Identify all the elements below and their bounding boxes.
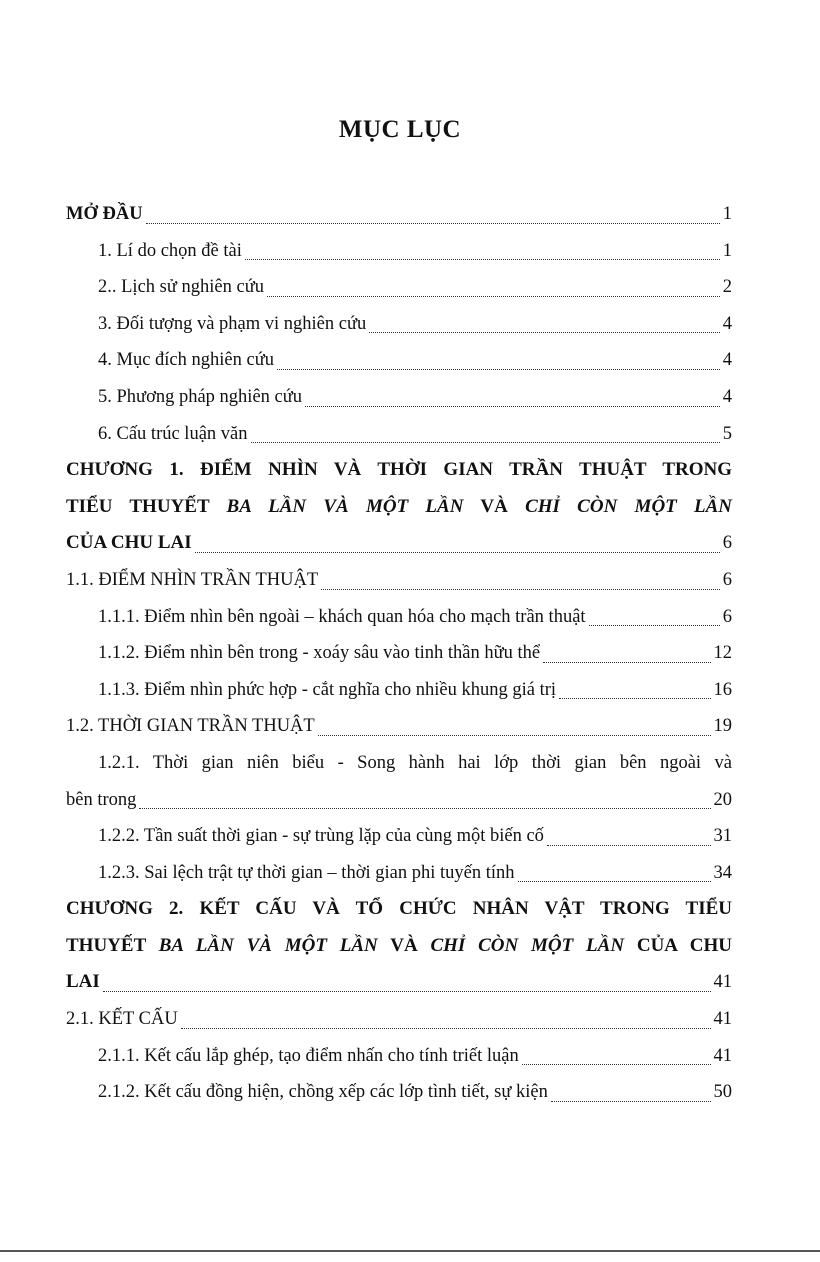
book-title: CHỈ CÒN MỘT LẦN	[430, 934, 625, 956]
toc-page-number: 41	[713, 1045, 732, 1066]
toc-chapter-heading[interactable]	[66, 891, 732, 928]
dot-leader	[195, 551, 720, 553]
toc-page-number: 6	[722, 606, 732, 627]
toc-chapter-heading[interactable]	[66, 928, 732, 965]
toc-chapter-line	[66, 489, 732, 526]
chapter-text: VÀ	[480, 495, 508, 517]
dot-leader	[559, 697, 710, 699]
toc-page-number: 4	[722, 350, 732, 371]
chapter-text: TIỂU THUYẾT	[66, 495, 210, 517]
toc-chapter-heading[interactable]	[66, 489, 732, 526]
dot-leader	[267, 295, 720, 297]
toc-page-number: 34	[713, 862, 732, 883]
chapter-text: CỦA CHU	[636, 934, 732, 956]
book-title: CHỈ CÒN MỘT LẦN	[525, 495, 733, 517]
toc-entry[interactable]	[66, 635, 732, 672]
toc-page-number: 1	[722, 204, 732, 224]
toc-entry[interactable]	[66, 855, 732, 892]
toc-chapter-line: LAI	[66, 971, 100, 993]
toc-page-number: 4	[722, 313, 732, 334]
toc-entry-text: 5. Phương pháp nghiên cứu	[98, 386, 303, 407]
toc-page-number: 16	[713, 679, 732, 700]
toc-chapter-heading[interactable]	[66, 525, 732, 562]
toc-page-number: 6	[722, 569, 732, 590]
toc-entry-text: 1.2.3. Sai lệch trật tự thời gian – thời gian phi tuyến tính	[98, 862, 515, 883]
toc-entry[interactable]	[66, 1074, 732, 1111]
toc-entry[interactable]	[66, 306, 732, 343]
toc-entry[interactable]	[66, 1001, 732, 1038]
dot-leader	[547, 844, 711, 846]
toc-entry[interactable]	[66, 269, 732, 306]
toc-entry[interactable]	[66, 1038, 732, 1075]
toc-entry-text: 1. Lí do chọn đề tài	[98, 240, 242, 261]
toc-page-number: 1	[722, 240, 732, 261]
toc-entry[interactable]	[66, 745, 732, 782]
toc-entry[interactable]	[66, 196, 732, 233]
toc-entry[interactable]	[66, 379, 732, 416]
toc-page-number: 5	[722, 423, 732, 444]
toc-entry-text: 1.1.3. Điểm nhìn phức hợp - cắt nghĩa cho nhiều khung giá trị	[98, 679, 557, 700]
toc-entry[interactable]	[66, 708, 732, 745]
toc-page-number: 6	[722, 533, 732, 554]
dot-leader	[318, 734, 711, 736]
toc-entry[interactable]	[66, 233, 732, 270]
toc-chapter-heading[interactable]	[66, 452, 732, 489]
dot-leader	[551, 1100, 711, 1102]
dot-leader	[522, 1063, 711, 1065]
toc-page-number: 41	[713, 1009, 732, 1030]
dot-leader	[181, 1027, 711, 1029]
toc-chapter-line: CHƯƠNG 1. ĐIỂM NHÌN VÀ THỜI GIAN TRẦN THUẬT TRONG	[66, 459, 732, 481]
toc-entry[interactable]	[66, 818, 732, 855]
toc-entry-text: MỞ ĐẦU	[66, 204, 143, 224]
toc-entry-text: bên trong	[66, 789, 137, 810]
toc-entry-text: 1.2.1. Thời gian niên biểu - Song hành hai lớp thời gian bên ngoài và	[98, 752, 732, 773]
book-title: BA LẦN VÀ MỘT LẦN	[158, 934, 378, 956]
toc-page-number: 2	[722, 277, 732, 298]
toc-entry-text: 2.1.2. Kết cấu đồng hiện, chồng xếp các lớp tình tiết, sự kiện	[98, 1082, 548, 1103]
toc-chapter-line: CỦA CHU LAI	[66, 532, 192, 554]
toc-entry-text: 3. Đối tượng và phạm vi nghiên cứu	[98, 313, 367, 334]
toc-entry[interactable]	[66, 416, 732, 453]
toc-entry-text: 2.1. KẾT CẤU	[66, 1009, 178, 1030]
toc-entry[interactable]	[66, 599, 732, 636]
toc-chapter-line: CHƯƠNG 2. KẾT CẤU VÀ TỔ CHỨC NHÂN VẬT TRONG TIỂU	[66, 898, 732, 920]
page-bottom-rule	[0, 1250, 820, 1252]
toc-entry-text: 1.1.1. Điểm nhìn bên ngoài – khách quan hóa cho mạch trần thuật	[98, 606, 586, 627]
dot-leader	[146, 222, 720, 224]
toc-entry[interactable]	[66, 562, 732, 599]
toc-entry-text: 4. Mục đích nghiên cứu	[98, 350, 274, 371]
toc-entry[interactable]	[66, 342, 732, 379]
toc-entry-text: 6. Cấu trúc luận văn	[98, 423, 248, 444]
dot-leader	[139, 807, 710, 809]
chapter-text: THUYẾT	[66, 934, 146, 956]
dot-leader	[277, 368, 720, 370]
dot-leader	[245, 258, 720, 260]
dot-leader	[518, 880, 711, 882]
toc-page-number: 19	[713, 716, 732, 737]
dot-leader	[369, 331, 720, 333]
dot-leader	[543, 661, 710, 663]
book-title: BA LẦN VÀ MỘT LẦN	[226, 495, 464, 517]
toc-entry[interactable]	[66, 782, 732, 819]
toc-entry-text: 1.2. THỜI GIAN TRẦN THUẬT	[66, 716, 315, 737]
toc-page-number: 50	[713, 1082, 732, 1103]
table-of-contents	[66, 196, 732, 1111]
toc-page-number: 20	[713, 789, 732, 810]
dot-leader	[103, 990, 711, 992]
chapter-text: VÀ	[390, 934, 418, 956]
page-title: MỤC LỤC	[338, 116, 462, 143]
toc-page-number: 4	[722, 386, 732, 407]
toc-page-number: 31	[713, 826, 732, 847]
toc-entry-text: 2.. Lịch sử nghiên cứu	[98, 277, 264, 298]
toc-page-number: 41	[713, 972, 732, 993]
toc-entry[interactable]	[66, 672, 732, 709]
dot-leader	[589, 624, 720, 626]
dot-leader	[321, 588, 720, 590]
toc-chapter-line	[66, 928, 732, 965]
toc-entry-text: 1.1.2. Điểm nhìn bên trong - xoáy sâu vào tinh thần hữu thể	[98, 643, 541, 664]
toc-page-number: 12	[713, 643, 732, 664]
toc-entry-text: 1.2.2. Tần suất thời gian - sự trùng lặp của cùng một biến cố	[98, 826, 544, 847]
dot-leader	[305, 405, 720, 407]
toc-entry-text: 1.1. ĐIỂM NHÌN TRẦN THUẬT	[66, 569, 319, 590]
toc-entry-text: 2.1.1. Kết cấu lắp ghép, tạo điểm nhấn cho tính triết luận	[98, 1045, 519, 1066]
dot-leader	[251, 441, 720, 443]
toc-chapter-heading[interactable]	[66, 964, 732, 1001]
